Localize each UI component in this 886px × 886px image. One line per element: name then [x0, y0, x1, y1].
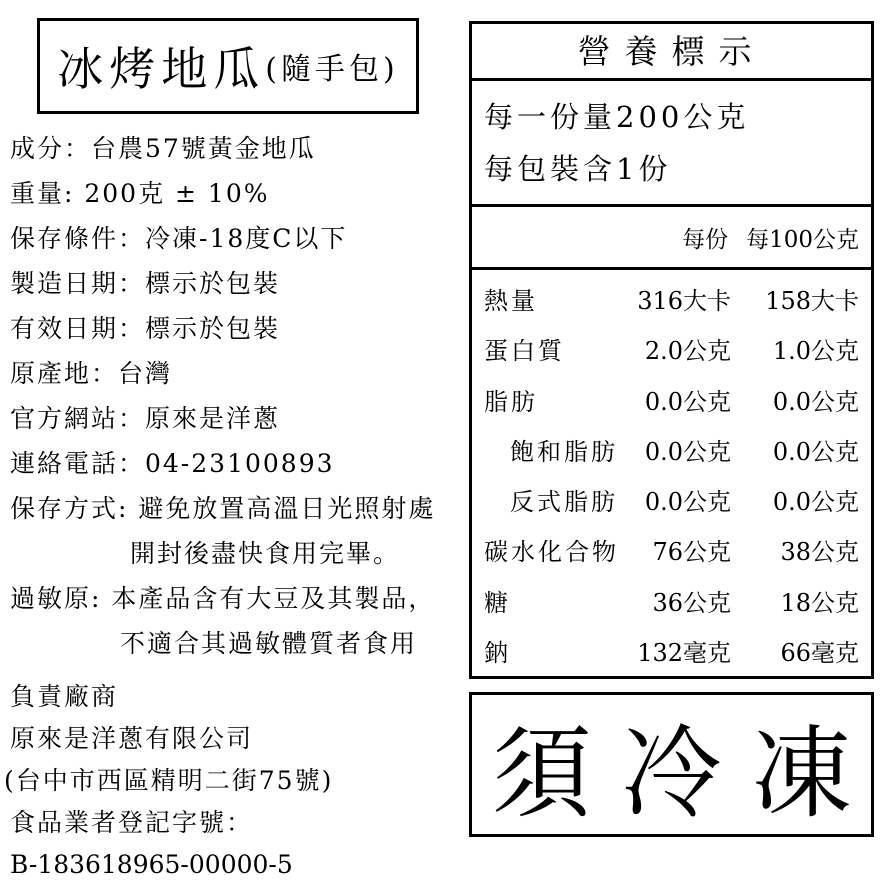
keep-frozen-warning: 須冷凍 — [469, 692, 874, 837]
nutrition-table — [469, 21, 874, 679]
nutrient-name: 脂肪 — [484, 387, 538, 416]
nutrient-name: 鈉 — [484, 639, 511, 668]
info-storage-condition: 保存條件：冷凍-18度C以下 — [10, 224, 348, 253]
nutrient-per-100g: 38公克 — [780, 538, 859, 567]
nutrient-per-100g: 158大卡 — [765, 287, 859, 315]
nutrition-row-calories — [472, 276, 871, 326]
nutrient-name: 蛋白質 — [484, 337, 565, 366]
nutrition-row-sodium — [472, 628, 871, 678]
nutrient-per-serving: 132毫克 — [637, 639, 731, 668]
nutrient-name: 糖 — [484, 588, 511, 617]
nutrition-serving-info — [472, 81, 871, 207]
info-allergen: 過敏原: 本產品含有大豆及其製品， — [10, 584, 436, 613]
nutrient-per-serving: 316大卡 — [637, 287, 731, 315]
manufacturer-address: (台中市西區精明二街75號) — [4, 766, 334, 795]
registration-number: B-183618965-00000-5 — [10, 850, 293, 879]
col-per-serving: 每份 — [682, 226, 729, 253]
nutrition-row-trans-fat — [472, 477, 871, 527]
manufacturer-name: 原來是洋蔥有限公司 — [10, 724, 254, 753]
nutrition-title: 營養標示 — [472, 24, 871, 81]
nutrient-per-serving: 76公克 — [652, 538, 731, 567]
info-weight: 重量: 200克 ± 10% — [10, 179, 270, 208]
nutrient-per-serving: 0.0公克 — [644, 488, 731, 517]
nutrition-row-fat — [472, 377, 871, 427]
info-manufacture-date: 製造日期：標示於包裝 — [10, 269, 281, 298]
nutrient-per-100g: 0.0公克 — [772, 387, 859, 416]
serving-size: 每一份量200公克 — [484, 100, 750, 134]
info-ingredients: 成分：台農57號黃金地瓜 — [10, 134, 316, 163]
nutrition-column-headers — [472, 207, 871, 270]
info-phone: 連絡電話：04-23100893 — [10, 449, 335, 478]
nutrient-per-100g: 0.0公克 — [772, 437, 859, 466]
nutrition-row-saturated-fat — [472, 427, 871, 477]
nutrient-per-serving: 36公克 — [652, 588, 731, 617]
nutrient-name: 熱量 — [484, 287, 538, 315]
nutrient-per-serving: 0.0公克 — [644, 437, 731, 466]
product-name: 冰烤地瓜 — [57, 42, 266, 96]
nutrient-per-100g: 1.0公克 — [772, 337, 859, 366]
nutrient-name: 碳水化合物 — [484, 538, 619, 567]
product-title-box — [37, 18, 419, 114]
nutrient-name: 飽和脂肪 — [510, 437, 618, 466]
nutrition-rows — [472, 270, 871, 678]
info-storage-method: 保存方式: 避免放置高溫日光照射處 — [10, 494, 436, 523]
nutrient-per-serving: 0.0公克 — [644, 387, 731, 416]
servings-per-pack: 每包裝含1份 — [484, 152, 672, 186]
nutrient-name: 反式脂肪 — [510, 488, 618, 517]
nutrition-row-protein — [472, 326, 871, 376]
nutrition-row-carbohydrate — [472, 527, 871, 577]
nutrient-per-serving: 2.0公克 — [644, 337, 731, 366]
nutrient-per-100g: 18公克 — [780, 588, 859, 617]
info-expiry-date: 有效日期：標示於包裝 — [10, 314, 281, 343]
info-origin: 原產地：台灣 — [10, 359, 173, 388]
product-subtitle: (隨手包) — [265, 52, 399, 87]
info-allergen-cont: 不適合其過敏體質者食用 — [120, 629, 418, 658]
nutrient-per-100g: 66毫克 — [780, 639, 859, 668]
info-storage-method-cont: 開封後盡快食用完畢。 — [130, 539, 401, 568]
registration-label: 食品業者登記字號： — [10, 808, 254, 837]
info-website: 官方網站：原來是洋蔥 — [10, 404, 281, 433]
nutrition-row-sugar — [472, 578, 871, 628]
col-per-100g: 每100公克 — [746, 226, 859, 253]
nutrient-per-100g: 0.0公克 — [772, 488, 859, 517]
manufacturer-heading: 負責廠商 — [10, 682, 119, 711]
